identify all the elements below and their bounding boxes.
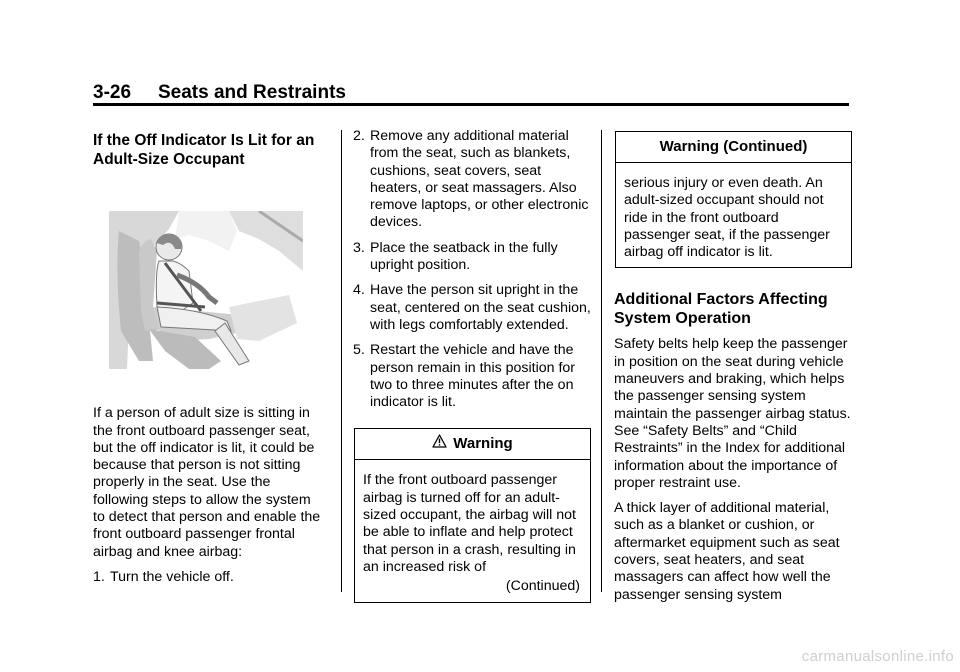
page-header — [93, 82, 346, 104]
step-number: 2. — [353, 128, 365, 144]
warning-text: If the front outboard passenger airbag is turned off for an adult-sized occupant, the airbag will not be able to inflate and help protect that person in a crash, resulting in an increased risk of — [363, 472, 576, 575]
section-title: Seats and Restraints — [158, 82, 346, 103]
intro-paragraph: If a person of adult size is sitting in the front outboard passenger seat, but the off indicator is lit, it could be because that person is not sitting properly in the seat. Use the following steps to allow the system to detect that person and enable the front outboard passenger frontal airbag and knee airbag: — [93, 405, 321, 560]
warning-title: Warning — [453, 435, 513, 453]
column-divider — [341, 130, 342, 592]
warning-continued-body: serious injury or even death. An adult-sized occupant should not ride in the front outboard passenger seat, if the passenger airbag off indicator is lit. — [624, 175, 830, 261]
list-item — [353, 282, 593, 334]
step-text: Place the seatback in the fully upright position. — [370, 239, 558, 274]
list-item — [353, 240, 593, 275]
column-3 — [614, 131, 851, 612]
heading-line-2: System Operation — [614, 310, 751, 328]
heading-line-2: Adult-Size Occupant — [93, 151, 245, 168]
warning-body — [355, 460, 590, 601]
paragraph-safety-belts: Safety belts help keep the passenger in position on the seat during vehicle maneuvers and braking, which helps the passenger sensing system maintain the passenger airbag status. See “Safety Belts” and “Child Restraints” in the Index for additional information about the importance of proper restraint use. — [614, 336, 851, 491]
list-item — [353, 342, 593, 411]
section-heading-off-indicator — [93, 131, 325, 169]
step-number: 1. — [93, 568, 105, 585]
warning-continued-header: Warning (Continued) — [616, 132, 851, 163]
warning-triangle-icon — [432, 429, 447, 459]
header-rule — [93, 103, 849, 106]
heading-line-1: Additional Factors Affecting — [614, 291, 828, 309]
list-item — [353, 128, 593, 232]
column-divider — [601, 130, 602, 592]
column-2 — [353, 128, 593, 603]
column-1 — [93, 131, 325, 594]
paragraph-additional-material: A thick layer of additional material, such as a blanket or cushion, or aftermarket equipment such as seat covers, seat heaters, and seat massagers can affect how well the passenger sensing system — [614, 500, 840, 603]
steps-list-1 — [93, 569, 325, 586]
continued-label: (Continued) — [505, 578, 580, 595]
step-number: 5. — [353, 342, 365, 359]
section-heading-additional-factors — [614, 290, 851, 328]
step-text: Have the person sit upright in the seat, centered on the seat cushion, with legs comfortably extended. — [370, 282, 591, 333]
step-number: 4. — [353, 282, 365, 299]
heading-line-1: If the Off Indicator Is Lit for an — [93, 132, 315, 149]
watermark: carmanualsonline.info — [801, 648, 954, 665]
step-text: Remove any additional material from the seat, such as blankets, cushions, seat covers, seat heaters, or seat massagers. Also remove laptops, or other electronic devices. — [370, 128, 589, 231]
step-text: Turn the vehicle off. — [110, 568, 234, 585]
warning-continued-box — [615, 131, 852, 268]
steps-list-2 — [353, 128, 593, 411]
warning-header — [355, 429, 590, 460]
list-item — [93, 569, 325, 586]
warning-box — [354, 428, 591, 602]
adult-occupant-illustration — [109, 211, 303, 369]
step-text: Restart the vehicle and have the person remain in this position for two to three minutes after the on indicator is lit. — [370, 342, 576, 411]
step-number: 3. — [353, 239, 365, 256]
page-number: 3-26 — [93, 82, 132, 103]
